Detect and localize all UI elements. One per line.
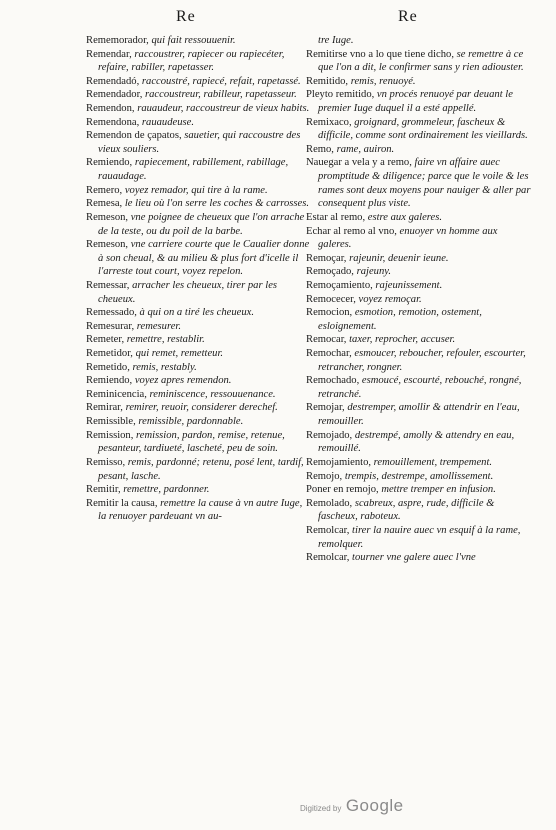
entry-translation: estre aux galeres.: [365, 211, 443, 223]
entry-headword: Remochar,: [306, 348, 352, 360]
dictionary-entry: [306, 497, 532, 524]
entry-headword: Remendon de çapatos,: [86, 130, 182, 142]
dictionary-entry: [86, 374, 312, 388]
dictionary-entry: [306, 211, 532, 225]
entry-translation: raccoustrer, rapiecer ou rapiecéter, refaire, rabiller, rapetasser.: [98, 48, 285, 74]
entry-translation: remis, renuoyé.: [348, 75, 416, 87]
dictionary-entry: [86, 238, 312, 279]
dictionary-entry: [306, 306, 532, 333]
entry-headword: Remetido,: [86, 361, 130, 373]
entry-translation: remesurer.: [134, 320, 182, 332]
dictionary-entry: [306, 551, 532, 565]
dictionary-entry: [86, 88, 312, 102]
entry-translation: vne carriere courte que le Caualier donne à son cheual, & au milieu & plus fort d'icelle il l'arreste tout court, voyez repelon.: [98, 239, 310, 278]
entry-translation: esmoucer, reboucher, refouler, escourter, retrancher, rongner.: [318, 348, 526, 373]
dictionary-entry: [86, 497, 312, 524]
dictionary-entry: [306, 524, 532, 551]
left-column: [86, 34, 312, 524]
entry-translation: esmoucé, escourté, rebouché, rongné, retranché.: [318, 375, 522, 400]
dictionary-entry: [86, 483, 312, 497]
running-header-right: Re: [398, 8, 418, 25]
google-logo: Google: [345, 796, 404, 815]
entry-headword: Pleyto remitido,: [306, 89, 375, 101]
dictionary-entry: [306, 483, 532, 497]
entry-translation: qui remet, remetteur.: [132, 348, 224, 360]
entry-translation: remis, pardonné; retenu, posé lent, tardif, pesant, lasche.: [98, 456, 304, 482]
dictionary-entry: [306, 347, 532, 374]
entry-headword: Remessar,: [86, 279, 130, 291]
right-column: [306, 34, 532, 565]
entry-translation: voyez remador, qui tire à la rame.: [122, 184, 268, 196]
dictionary-entry: [306, 225, 532, 252]
entry-translation: rapiecement, rabillement, rabillage, rauaudage.: [98, 157, 289, 183]
entry-headword: Remochado,: [306, 375, 360, 387]
entry-translation: rame, auiron.: [333, 143, 395, 155]
entry-headword: Remendon,: [86, 103, 135, 115]
dictionary-entry: [86, 156, 312, 183]
entry-headword: Remero,: [86, 184, 123, 196]
entry-headword: Remission,: [86, 429, 134, 441]
entry-translation: enuoyer vn homme aux galeres.: [318, 225, 498, 251]
entry-translation: mettre tremper en infusion.: [378, 484, 496, 496]
entry-translation: raccoustreur, rabilleur, rapetasseur.: [142, 89, 297, 101]
entry-translation: esmotion, remotion, ostement, esloignement.: [318, 307, 482, 332]
entry-translation: vne poignee de cheueux que l'on arrache de la teste, ou du poil de la barbe.: [98, 211, 305, 237]
entry-translation: rajeunissement.: [372, 279, 443, 291]
dictionary-entry: [86, 456, 312, 483]
dictionary-entry: [306, 75, 532, 89]
entry-translation: trempis, destrempe, amollissement.: [342, 470, 494, 482]
dictionary-entry: [306, 143, 532, 157]
dictionary-entry: [86, 211, 312, 238]
entry-translation: remettre, restablir.: [124, 334, 205, 346]
entry-headword: Rememorador,: [86, 35, 149, 46]
entry-translation: arracher les cheueux, tirer par les cheueux.: [98, 279, 278, 305]
dictionary-entry: [86, 415, 312, 429]
entry-translation: remissible, pardonnable.: [135, 416, 244, 428]
entry-translation: vn procés renuoyé par deuant le premier Iuge duquel il a esté appellé.: [318, 89, 513, 115]
dictionary-entry: [86, 279, 312, 306]
dictionary-entry: [86, 34, 312, 48]
dictionary-entry: [306, 401, 532, 428]
dictionary-entry: [86, 333, 312, 347]
entry-translation: rauaudeuse.: [139, 116, 194, 128]
entry-translation: remettre, pardonner.: [120, 484, 210, 496]
entry-translation: tourner vne galere auec l'vne: [349, 552, 476, 564]
entry-headword: Remixaco,: [306, 116, 352, 128]
entry-translation: se remettre à ce que l'on a dit, le confirmer sans y rien adiouster.: [318, 48, 524, 74]
dictionary-entry: [86, 75, 312, 89]
entry-headword: Remitirse vno a lo que tiene dicho,: [306, 48, 454, 60]
running-header-left: Re: [176, 8, 196, 25]
entry-headword: Remoçado,: [306, 266, 354, 278]
dictionary-entry: [86, 116, 312, 130]
entry-headword: Remendar,: [86, 48, 132, 60]
dictionary-entry: [306, 279, 532, 293]
entry-headword: Remoçamiento,: [306, 279, 373, 291]
entry-translation: voyez apres remendon.: [132, 375, 232, 387]
entry-translation: qui fait ressouuenir.: [148, 35, 236, 46]
entry-headword: Remeter,: [86, 334, 125, 346]
entry-headword: Nauegar a vela y a remo,: [306, 157, 412, 169]
dictionary-entry: [86, 401, 312, 415]
entry-headword: Remesa,: [86, 198, 123, 210]
entry-headword: Remocar,: [306, 334, 347, 346]
dictionary-entry: [306, 456, 532, 470]
dictionary-entry: [306, 48, 532, 75]
entry-translation: voyez remoçar.: [355, 293, 422, 305]
entry-headword: Reminicencia,: [86, 388, 147, 400]
dictionary-entry: [86, 102, 312, 116]
dictionary-entry: [306, 156, 532, 210]
dictionary-entry: [306, 265, 532, 279]
entry-translation: remettre la cause à vn autre Iuge, la renuoyer pardeuant vn au-: [98, 497, 303, 523]
entry-translation: scabreux, aspre, rude, difficile & fascheux, raboteux.: [318, 497, 495, 523]
dictionary-entry: [306, 333, 532, 347]
entry-headword: Remitido,: [306, 75, 349, 87]
entry-translation: destremper, amollir & attendrir en l'eau, remouiller.: [318, 402, 520, 428]
entry-translation: remission, pardon, remise, retenue, pesanteur, tardiueté, lascheté, peu de soin.: [98, 429, 285, 455]
entry-headword: Remessado,: [86, 307, 137, 319]
dictionary-entry: [86, 320, 312, 334]
dictionary-entry: [306, 252, 532, 266]
entry-headword: Remolado,: [306, 497, 353, 509]
entry-headword: Poner en remojo,: [306, 484, 379, 496]
dictionary-entry: [86, 429, 312, 456]
entry-translation: reminiscence, ressouuenance.: [146, 388, 276, 400]
entry-translation: remis, restably.: [129, 361, 197, 373]
dictionary-entry: [86, 197, 312, 211]
dictionary-entry: [86, 347, 312, 361]
entry-headword: Remojar,: [306, 402, 345, 414]
entry-translation: destrempé, amolly & attendry en eau, remouillé.: [318, 429, 515, 455]
entry-headword: Remolcar,: [306, 524, 350, 536]
entry-headword: Remetidor,: [86, 348, 133, 360]
dictionary-entry: [86, 129, 312, 156]
entry-headword: Remoçar,: [306, 252, 347, 264]
entry-translation: remouillement, trempement.: [371, 456, 493, 468]
dictionary-entry: [306, 429, 532, 456]
dictionary-entry: [306, 374, 532, 401]
entry-headword: Remitir la causa,: [86, 497, 158, 509]
entry-headword: Remirar,: [86, 402, 123, 414]
dictionary-entry: [306, 34, 532, 48]
dictionary-entry: [86, 361, 312, 375]
entry-translation: taxer, reprocher, accuser.: [346, 334, 456, 346]
dictionary-entry: [306, 88, 532, 115]
entry-translation: rajeuny.: [353, 266, 392, 278]
entry-translation: raccoustré, rapiecé, refait, rapetassé.: [139, 75, 301, 87]
dictionary-entry: [306, 293, 532, 307]
entry-headword: Remendona,: [86, 116, 140, 128]
entry-headword: Remendadó,: [86, 75, 140, 87]
entry-translation: rauaudeur, raccoustreur de vieux habits.: [134, 103, 310, 115]
entry-translation: le lieu où l'on serre les coches & carrosses.: [122, 198, 310, 210]
entry-headword: Remeson,: [86, 211, 129, 223]
entry-headword: Remitir,: [86, 484, 121, 496]
dictionary-entry: [86, 388, 312, 402]
entry-translation: tre Iuge.: [318, 35, 354, 46]
entry-headword: Remojado,: [306, 429, 353, 441]
dictionary-entry: [306, 470, 532, 484]
entry-headword: Remocion,: [306, 307, 353, 319]
entry-headword: Remissible,: [86, 416, 136, 428]
entry-headword: Remesurar,: [86, 320, 135, 332]
entry-headword: Remisso,: [86, 456, 126, 468]
dictionary-entry: [306, 116, 532, 143]
entry-headword: Remocecer,: [306, 293, 356, 305]
entry-headword: Remojamiento,: [306, 456, 372, 468]
entry-headword: Echar al remo al vno,: [306, 225, 397, 237]
dictionary-entry: [86, 306, 312, 320]
entry-headword: Estar al remo,: [306, 211, 366, 223]
dictionary-entry: [86, 48, 312, 75]
entry-translation: sauetier, qui raccoustre des vieux souliers.: [98, 130, 301, 155]
entry-headword: Remiendo,: [86, 157, 133, 169]
entry-translation: rajeunir, deuenir ieune.: [346, 252, 449, 264]
entry-headword: Remendador,: [86, 89, 143, 101]
digitized-by-label: Digitized by: [300, 804, 342, 813]
entry-headword: Remo,: [306, 143, 334, 155]
dictionary-entry: [86, 184, 312, 198]
entry-translation: faire vn affaire auec promptitude & diligence; parce que le voile & les rames sont deux moyens pour nauiger & aller par consequent plus viste.: [318, 157, 531, 210]
entry-translation: remirer, reuoir, considerer derechef.: [122, 402, 278, 414]
entry-headword: Remeson,: [86, 239, 129, 251]
entry-headword: Remojo,: [306, 470, 343, 482]
entry-headword: Remiendo,: [86, 375, 133, 387]
entry-headword: Remolcar,: [306, 552, 350, 564]
entry-translation: groignard, grommeleur, fascheux & difficile, comme sont ordinairement les vieillards.: [318, 116, 528, 142]
digitization-watermark: [300, 796, 404, 816]
entry-translation: à qui on a tiré les cheueux.: [136, 307, 254, 319]
entry-translation: tirer la nauire auec vn esquif à la rame, remolquer.: [318, 524, 521, 550]
